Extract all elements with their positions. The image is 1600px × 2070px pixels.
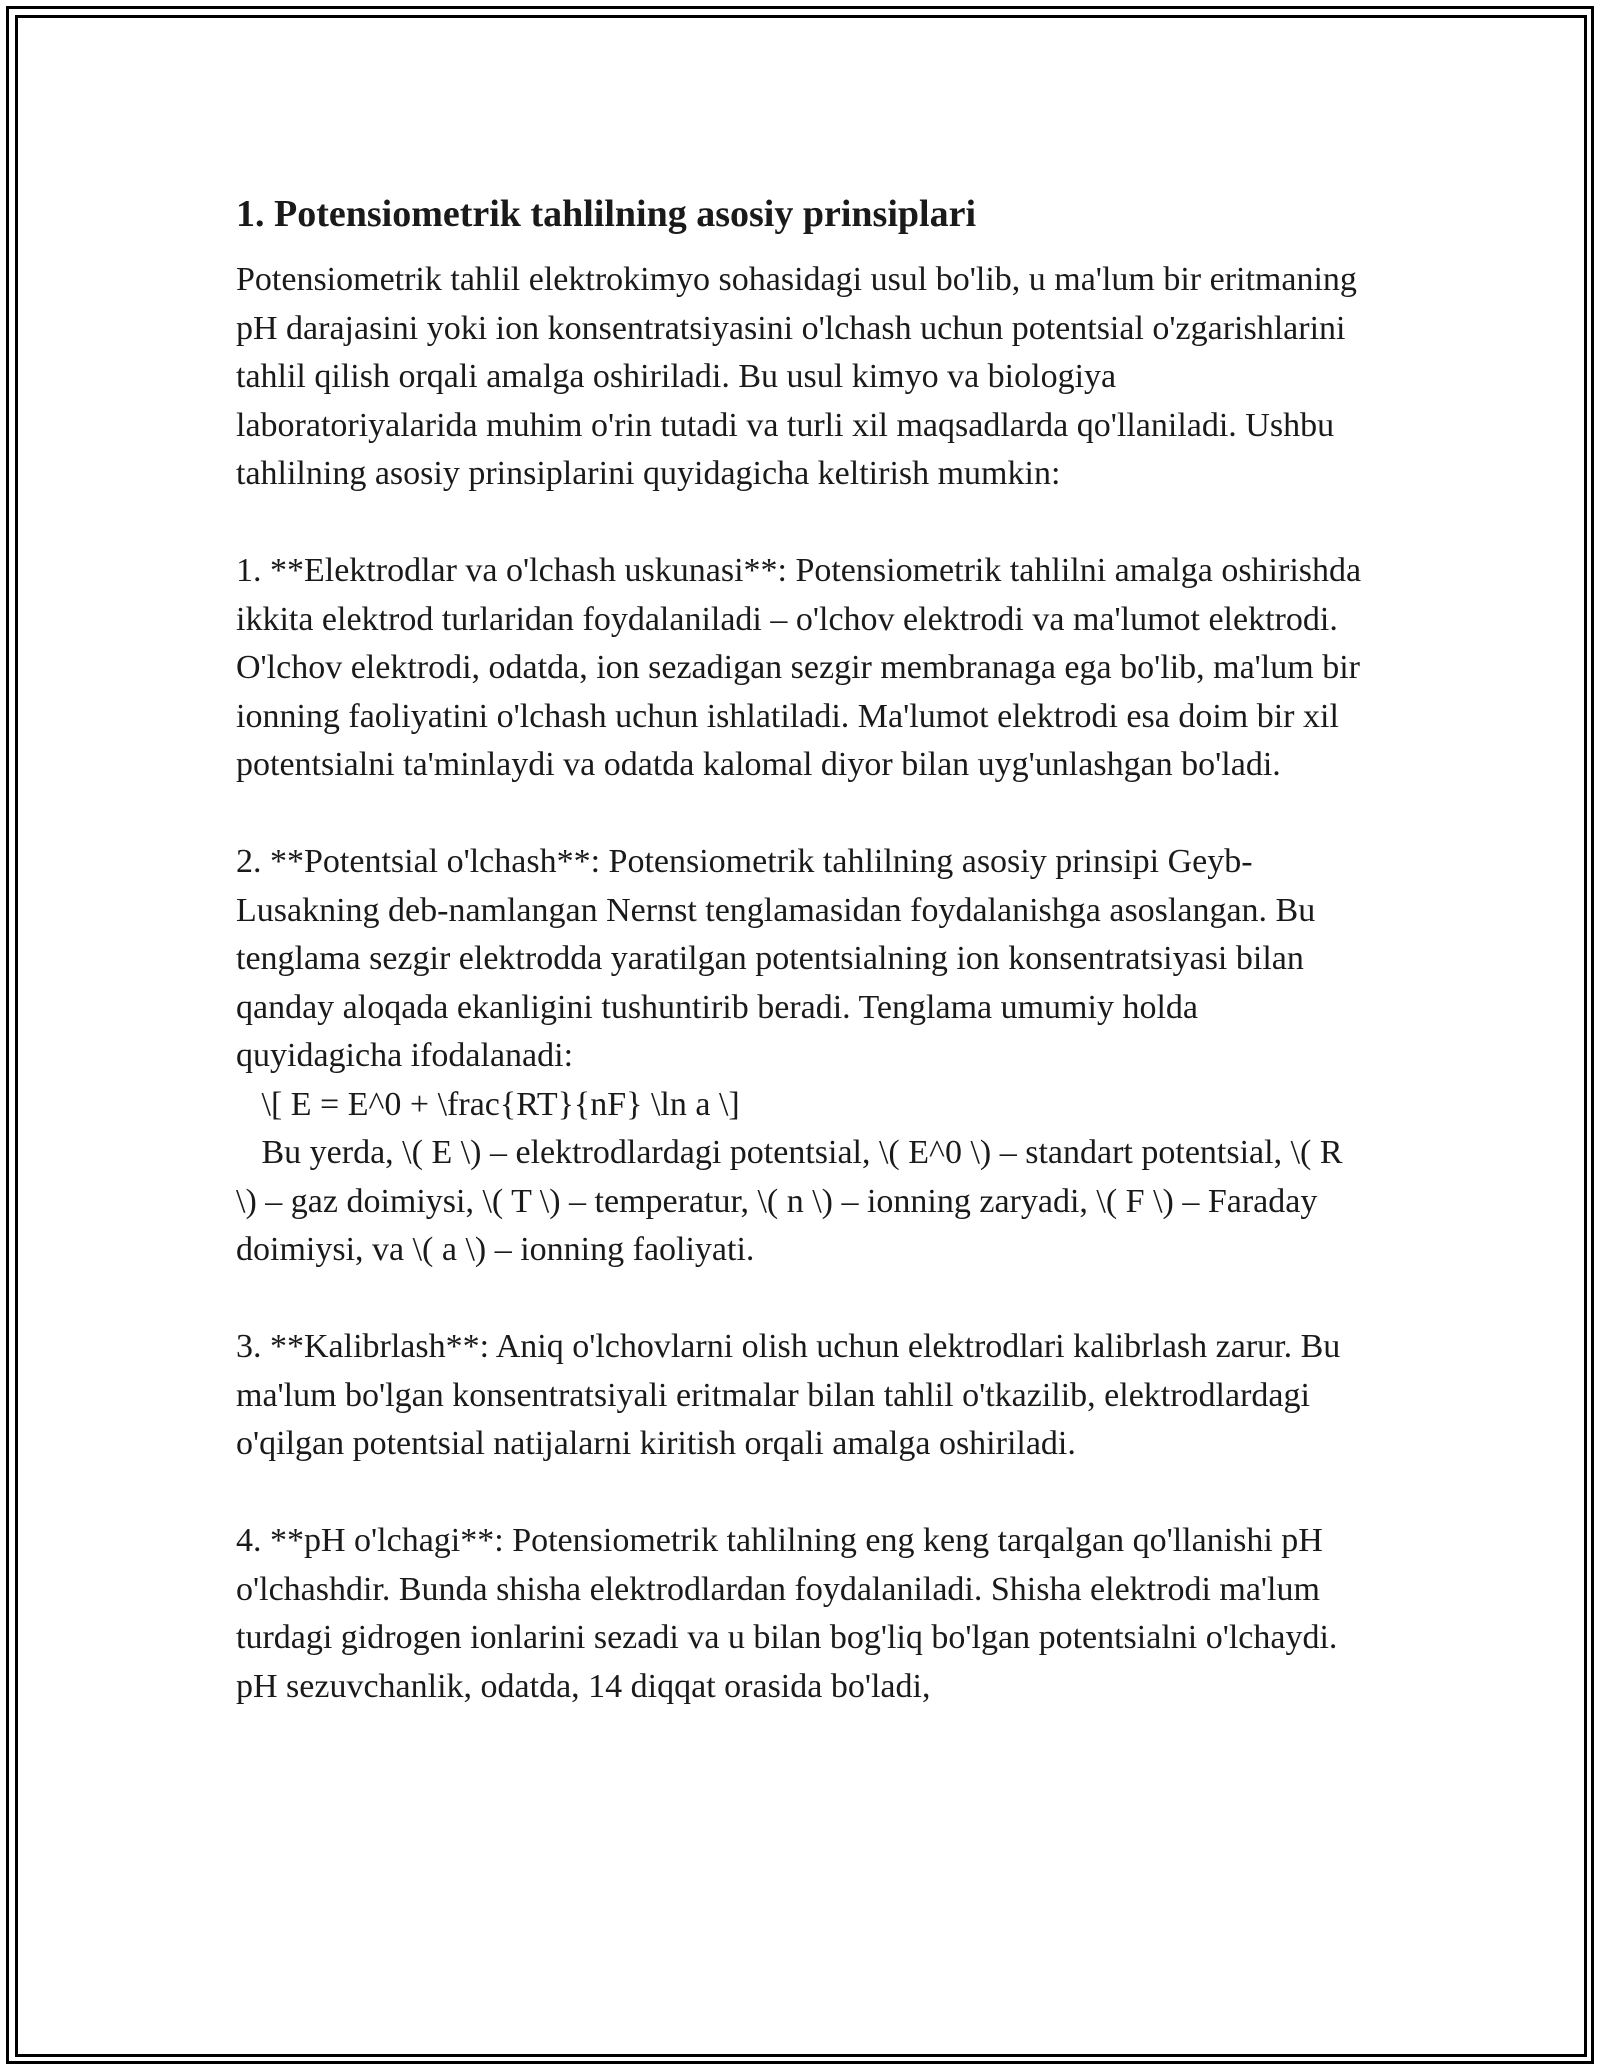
intro-paragraph: Potensiometrik tahlil elektrokimyo sohasidagi usul bo'lib, u ma'lum bir eritmaning pH darajasini yoki ion konsentratsiyasini o'lchash uchun potentsial o'zgarishlarini tahlil qilish orqali amalga oshiriladi. Bu usul kimyo va biologiya laboratoriyalarida muhim o'rin tutadi va turli xil maqsadlarda qo'llaniladi. Ushbu tahlilning asosiy prinsiplarini quyidagicha keltirish mumkin: [236, 261, 1366, 492]
section-heading: 1. Potensiometrik tahlilning asosiy prinsiplari [236, 193, 977, 235]
paragraph-gap [236, 790, 1366, 839]
item-2-paragraph: 2. **Potentsial o'lchash**: Potensiometrik tahlilning asosiy prinsipi Geyb-Lusakning deb-namlangan Nernst tenglamasidan foydalanishga asoslangan. Bu tenglama sezgir elektrodda yaratilgan potentsialning ion konsentratsiyasi bilan qanday aloqada ekanligini tushuntirib beradi. Tenglama umumiy holda quyidagicha ifodalanadi: \[ E = E^0 + \frac{RT}{nF} \ln a \] Bu yerda, \( E \) – elektrodlardagi potentsial, \( E^0 \) – standart potentsial, \( R \) – gaz doimiysi, \( T \) – temperatur, \( n \) – ionning zaryadi, \( F \) – Faraday doimiysi, va \( a \) – ionning faoliyati. [236, 843, 1343, 1268]
paragraph-gap [236, 499, 1366, 548]
paragraph-gap [236, 1469, 1366, 1518]
item-3-paragraph: 3. **Kalibrlash**: Aniq o'lchovlarni olish uchun elektrodlari kalibrlash zarur. Bu ma'lum bo'lgan konsentratsiyali eritmalar bilan tahlil o'tkazilib, elektrodlardagi o'qilgan potentsial natijalarni kiritish orqali amalga oshiriladi. [236, 1328, 1349, 1462]
item-1-paragraph: 1. **Elektrodlar va o'lchash uskunasi**: Potensiometrik tahlilni amalga oshirishda ikkita elektrod turlaridan foydalaniladi – o'lchov elektrodi va ma'lumot elektrodi. O'lchov elektrodi, odatda, ion sezadigan sezgir membranaga ega bo'lib, ma'lum bir ionning faoliyatini o'lchash uchun ishlatiladi. Ma'lumot elektrodi esa doim bir xil potentsialni ta'minlaydi va odatda kalomal diyor bilan uyg'unlashgan bo'ladi. [236, 552, 1370, 783]
document-page [236, 186, 1370, 1711]
item-4-paragraph: 4. **pH o'lchagi**: Potensiometrik tahlilning eng keng tarqalgan qo'llanishi pH o'lchashdir. Bunda shisha elektrodlardan foydalaniladi. Shisha elektrodi ma'lum turdagi gidrogen ionlarini sezadi va u bilan bog'liq bo'lgan potentsialni o'lchaydi. pH sezuvchanlik, odatda, 14 diqqat orasida bo'ladi, [236, 1522, 1346, 1705]
paragraph-gap [236, 1275, 1366, 1324]
